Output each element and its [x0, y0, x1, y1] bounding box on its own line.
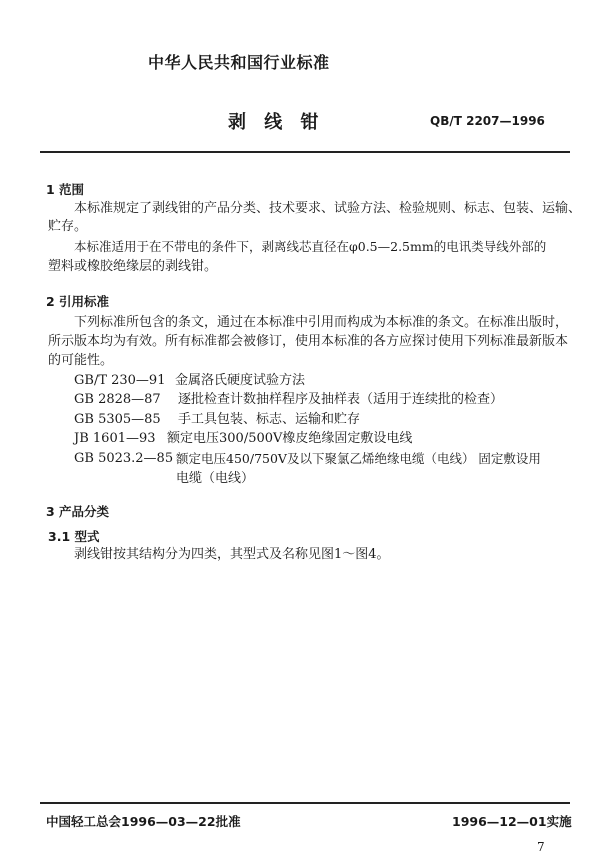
section-3-1-text: 剥线钳按其结构分为四类，其型式及名称见图1～图4。 [74, 547, 390, 562]
section-2-intro-line-1: 下列标准所包含的条文，通过在本标准中引用而构成为本标准的条文。在标准出版时， [74, 315, 569, 330]
implementation-text: 1996—12—01实施 [452, 814, 572, 829]
reference-code-3: GB 5305—85 [74, 412, 161, 427]
section-2-intro-line-3: 的可能性。 [48, 353, 114, 368]
section-3-1-heading: 3.1 型式 [48, 529, 100, 544]
reference-title-5: 额定电压450/750V及以下聚氯乙烯绝缘电缆（电线） 固定敷设用 [176, 451, 541, 466]
header-rule [40, 151, 570, 153]
section-2-heading: 2 引用标准 [46, 294, 110, 309]
org-title: 中华人民共和国行业标准 [148, 53, 330, 72]
reference-code-4: JB 1601—93 [74, 431, 156, 446]
section-1-para-1-line-2: 贮存。 [48, 219, 88, 234]
reference-code-5: GB 5023.2—85 [74, 451, 174, 466]
section-1-para-2-line-2: 塑料或橡胶绝缘层的剥线钳。 [48, 259, 218, 274]
reference-title-2: 逐批检查计数抽样程序及抽样表（适用于连续批的检查） [178, 392, 504, 407]
reference-title-5-line-2: 电缆（电线） [176, 471, 255, 486]
section-1-heading: 1 范围 [46, 182, 85, 197]
section-3-heading: 3 产品分类 [46, 504, 110, 519]
reference-title-1: 金属洛氏硬度试验方法 [175, 373, 306, 388]
page-number: 7 [537, 840, 545, 854]
document-title: 剥 线 钳 [228, 112, 325, 133]
reference-title-4: 额定电压300/500V橡皮绝缘固定敷设电线 [167, 431, 413, 446]
reference-code-1: GB/T 230—91 [74, 373, 166, 388]
section-1-para-2-line-1: 本标准适用于在不带电的条件下，剥离线芯直径在φ0.5—2.5mm的电讯类导线外部的 [74, 239, 547, 254]
reference-code-2: GB 2828—87 [74, 392, 161, 407]
footer-rule [40, 802, 570, 804]
reference-title-3: 手工具包装、标志、运输和贮存 [178, 412, 361, 427]
section-1-para-1-line-1: 本标准规定了剥线钳的产品分类、技术要求、试验方法、检验规则、标志、包装、运输、 [74, 201, 582, 216]
section-2-intro-line-2: 所示版本均为有效。所有标准都会被修订，使用本标准的各方应探讨使用下列标准最新版本 [48, 334, 569, 349]
standard-code: QB/T 2207—1996 [430, 114, 545, 128]
approval-text: 中国轻工总会1996—03—22批准 [46, 814, 241, 829]
